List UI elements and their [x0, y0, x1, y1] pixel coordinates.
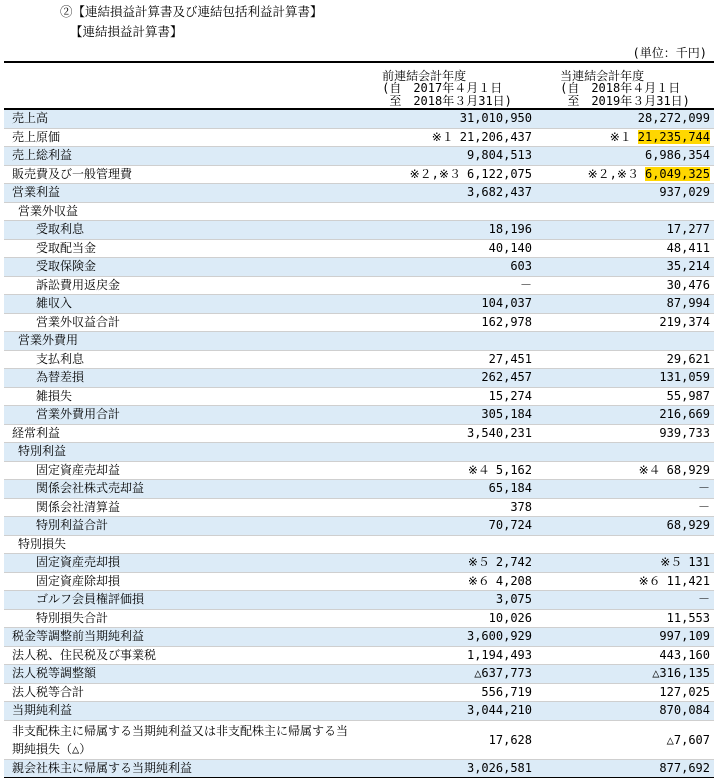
curr-period-label: 当連結会計年度 (自 2018年４月１日 至 2019年３月31日)	[560, 68, 690, 108]
prev-value: 556,719	[481, 684, 532, 699]
row-label: 関係会社株式売却益	[4, 480, 358, 499]
row-label: 受取保険金	[4, 258, 358, 277]
prev-value-cell	[358, 759, 536, 778]
prev-value: 17,628	[488, 732, 532, 747]
curr-value-cell	[536, 332, 714, 351]
row-label: 営業外収益	[4, 202, 358, 221]
table-row	[4, 202, 714, 221]
prev-value: 70,724	[488, 518, 532, 533]
curr-value: 870,084	[659, 703, 710, 718]
curr-value: 68,929	[666, 518, 710, 533]
table-row	[4, 128, 714, 147]
prev-value-cell	[358, 628, 536, 647]
curr-value: 131,059	[659, 370, 710, 385]
prev-value-cell	[358, 239, 536, 258]
row-label: 営業外収益合計	[4, 313, 358, 332]
prev-value-cell	[358, 109, 536, 128]
table-row	[4, 221, 714, 240]
curr-value-cell	[536, 646, 714, 665]
curr-value-cell	[536, 609, 714, 628]
curr-value-cell	[536, 665, 714, 684]
curr-value: 131	[688, 555, 710, 570]
prev-value-cell	[358, 406, 536, 425]
row-label: 法人税、住民税及び事業税	[4, 646, 358, 665]
curr-value: 443,160	[659, 647, 710, 662]
table-row	[4, 147, 714, 166]
curr-value: －	[697, 592, 710, 607]
curr-value-cell	[536, 535, 714, 554]
row-label: 訴訟費用返戻金	[4, 276, 358, 295]
prev-value: 262,457	[481, 370, 532, 385]
table-row	[4, 628, 714, 647]
prev-value: －	[519, 277, 532, 292]
curr-value: 35,214	[666, 259, 710, 274]
curr-value: 30,476	[666, 277, 710, 292]
prev-value-cell	[358, 128, 536, 147]
prev-value-cell	[358, 480, 536, 499]
table-row	[4, 591, 714, 610]
curr-value-cell	[536, 554, 714, 573]
curr-value: 127,025	[659, 684, 710, 699]
curr-value: －	[697, 499, 710, 514]
curr-value-cell	[536, 387, 714, 406]
footnote-mark: ※１	[431, 129, 454, 144]
prev-value: 5,162	[495, 462, 532, 477]
curr-value: 87,994	[666, 296, 710, 311]
prev-value: 27,451	[488, 351, 532, 366]
row-label: ゴルフ会員権評価損	[4, 591, 358, 610]
curr-value-cell	[536, 184, 714, 203]
footnote-mark: ※４	[467, 462, 490, 477]
prev-value-cell	[358, 369, 536, 388]
footnote-mark: ※５	[660, 555, 683, 570]
prev-value: 2,742	[495, 555, 532, 570]
table-row	[4, 646, 714, 665]
prev-value: 6,122,075	[466, 166, 532, 181]
table-row	[4, 258, 714, 277]
curr-value: 219,374	[659, 314, 710, 329]
statement-subtitle: 【連結損益計算書】	[70, 24, 183, 39]
table-row	[4, 295, 714, 314]
table-row	[4, 609, 714, 628]
curr-value-cell	[536, 424, 714, 443]
curr-value-cell	[536, 369, 714, 388]
curr-value-cell	[536, 720, 714, 759]
prev-value: 15,274	[488, 388, 532, 403]
prev-value-cell	[358, 443, 536, 462]
row-label: 営業外費用	[4, 332, 358, 351]
table-row	[4, 498, 714, 517]
curr-value-cell	[536, 202, 714, 221]
prev-value: △637,773	[474, 666, 532, 681]
prev-value: 18,196	[488, 222, 532, 237]
footnote-mark: ※６	[638, 573, 661, 588]
curr-value-cell	[536, 480, 714, 499]
footnote-mark: ※２,※３	[409, 166, 461, 181]
prev-value: 65,184	[488, 481, 532, 496]
prev-value: 3,600,929	[466, 629, 532, 644]
header-blank-cell	[4, 62, 358, 109]
curr-value: 216,669	[659, 407, 710, 422]
prev-value-cell	[358, 184, 536, 203]
curr-value: 11,553	[666, 610, 710, 625]
prev-value: 603	[510, 259, 532, 274]
prev-value: 31,010,950	[459, 111, 532, 126]
prev-value: 3,026,581	[466, 760, 532, 775]
table-row	[4, 443, 714, 462]
curr-value-cell	[536, 109, 714, 128]
table-row	[4, 350, 714, 369]
curr-value-cell	[536, 276, 714, 295]
curr-value: 29,621	[666, 351, 710, 366]
statement-title: ②【連結損益計算書及び連結包括利益計算書】	[60, 4, 323, 19]
prev-value-cell	[358, 535, 536, 554]
row-label: 固定資産除却損	[4, 572, 358, 591]
table-row	[4, 461, 714, 480]
curr-value: 21,235,744	[637, 129, 710, 144]
curr-value: 11,421	[666, 573, 710, 588]
table-row	[4, 313, 714, 332]
row-label: 特別損失	[4, 535, 358, 554]
prev-value-cell	[358, 147, 536, 166]
footnote-mark: ※２,※３	[587, 166, 639, 181]
curr-value: 939,733	[659, 425, 710, 440]
row-label: 法人税等調整額	[4, 665, 358, 684]
prev-value-cell	[358, 572, 536, 591]
table-row	[4, 535, 714, 554]
table-row	[4, 424, 714, 443]
curr-value-cell	[536, 295, 714, 314]
prev-value-cell	[358, 461, 536, 480]
table-row	[4, 480, 714, 499]
row-label: 雑損失	[4, 387, 358, 406]
row-label: 固定資産売却損	[4, 554, 358, 573]
table-row	[4, 165, 714, 184]
table-row	[4, 665, 714, 684]
curr-value: 48,411	[666, 240, 710, 255]
row-label: 雑収入	[4, 295, 358, 314]
prev-value: 3,075	[495, 592, 532, 607]
table-row	[4, 759, 714, 778]
table-row	[4, 184, 714, 203]
curr-value: 28,272,099	[637, 111, 710, 126]
prev-value: 378	[510, 499, 532, 514]
curr-value-cell	[536, 517, 714, 536]
curr-value: 877,692	[659, 760, 710, 775]
prev-value-cell	[358, 313, 536, 332]
row-label: 支払利息	[4, 350, 358, 369]
prev-value-cell	[358, 702, 536, 721]
table-row	[4, 554, 714, 573]
curr-value-cell	[536, 498, 714, 517]
curr-value-cell	[536, 406, 714, 425]
prev-value: 3,682,437	[466, 185, 532, 200]
prev-value-cell	[358, 202, 536, 221]
table-row	[4, 572, 714, 591]
prev-value: 104,037	[481, 296, 532, 311]
row-label: 固定資産売却益	[4, 461, 358, 480]
row-label: 受取配当金	[4, 239, 358, 258]
prev-value-cell	[358, 258, 536, 277]
table-row	[4, 109, 714, 128]
curr-value-cell	[536, 461, 714, 480]
row-label: 売上原価	[4, 128, 358, 147]
row-label: 販売費及び一般管理費	[4, 165, 358, 184]
row-label: 売上総利益	[4, 147, 358, 166]
table-row	[4, 387, 714, 406]
prev-value-cell	[358, 424, 536, 443]
prev-value: 9,804,513	[466, 148, 532, 163]
curr-value-cell	[536, 759, 714, 778]
prev-value-cell	[358, 646, 536, 665]
row-label: 特別利益	[4, 443, 358, 462]
curr-value-cell	[536, 572, 714, 591]
curr-value-cell	[536, 628, 714, 647]
curr-value-cell	[536, 221, 714, 240]
prev-value: 4,208	[495, 573, 532, 588]
table-row	[4, 683, 714, 702]
row-label: 営業外費用合計	[4, 406, 358, 425]
curr-value-cell	[536, 165, 714, 184]
curr-value: 55,987	[666, 388, 710, 403]
curr-value-cell	[536, 258, 714, 277]
prev-value: 1,194,493	[466, 647, 532, 662]
prev-value-cell	[358, 165, 536, 184]
row-label: 税金等調整前当期純利益	[4, 628, 358, 647]
prev-value-cell	[358, 295, 536, 314]
table-header-row	[4, 62, 714, 109]
curr-value-cell	[536, 350, 714, 369]
prev-value-cell	[358, 498, 536, 517]
footnote-mark: ※１	[609, 129, 632, 144]
row-label: 親会社株主に帰属する当期純利益	[4, 759, 358, 778]
curr-value: －	[697, 481, 710, 496]
table-row	[4, 517, 714, 536]
curr-value-cell	[536, 128, 714, 147]
prev-value-cell	[358, 517, 536, 536]
curr-value: △316,135	[652, 666, 710, 681]
table-row	[4, 276, 714, 295]
curr-value-cell	[536, 702, 714, 721]
table-row	[4, 406, 714, 425]
prev-value-cell	[358, 554, 536, 573]
curr-value: 6,049,325	[644, 166, 710, 181]
prev-value-cell	[358, 387, 536, 406]
row-label: 営業利益	[4, 184, 358, 203]
prev-value: 3,540,231	[466, 425, 532, 440]
header-curr-period	[536, 62, 714, 109]
curr-value: 937,029	[659, 185, 710, 200]
prev-value: 162,978	[481, 314, 532, 329]
row-label: 売上高	[4, 109, 358, 128]
prev-value: 305,184	[481, 407, 532, 422]
row-label: 特別利益合計	[4, 517, 358, 536]
row-label: 経常利益	[4, 424, 358, 443]
prev-value-cell	[358, 591, 536, 610]
row-label: 為替差損	[4, 369, 358, 388]
income-statement-table	[4, 61, 714, 778]
footnote-mark: ※５	[467, 555, 490, 570]
prev-value: 10,026	[488, 610, 532, 625]
row-label: 当期純利益	[4, 702, 358, 721]
prev-value-cell	[358, 665, 536, 684]
curr-value-cell	[536, 239, 714, 258]
row-label: 関係会社清算益	[4, 498, 358, 517]
table-row	[4, 702, 714, 721]
prev-value: 21,206,437	[459, 129, 532, 144]
prev-value-cell	[358, 276, 536, 295]
curr-value-cell	[536, 591, 714, 610]
prev-value: 3,044,210	[466, 703, 532, 718]
curr-value-cell	[536, 147, 714, 166]
prev-value-cell	[358, 609, 536, 628]
curr-value: 68,929	[666, 462, 710, 477]
prev-period-label: 前連結会計年度 (自 2017年４月１日 至 2018年３月31日)	[382, 68, 512, 108]
curr-value: 6,986,354	[644, 148, 710, 163]
prev-value-cell	[358, 683, 536, 702]
prev-value-cell	[358, 350, 536, 369]
table-row	[4, 720, 714, 759]
row-label: 非支配株主に帰属する当期純利益又は非支配株主に帰属する当期純損失（△）	[4, 720, 358, 759]
curr-value: 997,109	[659, 629, 710, 644]
prev-value-cell	[358, 720, 536, 759]
curr-value-cell	[536, 443, 714, 462]
row-label: 法人税等合計	[4, 683, 358, 702]
unit-label: (単位：千円)	[632, 46, 707, 60]
prev-value: 40,140	[488, 240, 532, 255]
curr-value: 17,277	[666, 222, 710, 237]
curr-value-cell	[536, 683, 714, 702]
table-row	[4, 369, 714, 388]
footnote-mark: ※６	[467, 573, 490, 588]
row-label: 受取利息	[4, 221, 358, 240]
curr-value-cell	[536, 313, 714, 332]
footnote-mark: ※４	[638, 462, 661, 477]
curr-value: △7,607	[666, 732, 710, 747]
table-row	[4, 239, 714, 258]
header-prev-period	[358, 62, 536, 109]
prev-value-cell	[358, 332, 536, 351]
table-row	[4, 332, 714, 351]
prev-value-cell	[358, 221, 536, 240]
row-label: 特別損失合計	[4, 609, 358, 628]
